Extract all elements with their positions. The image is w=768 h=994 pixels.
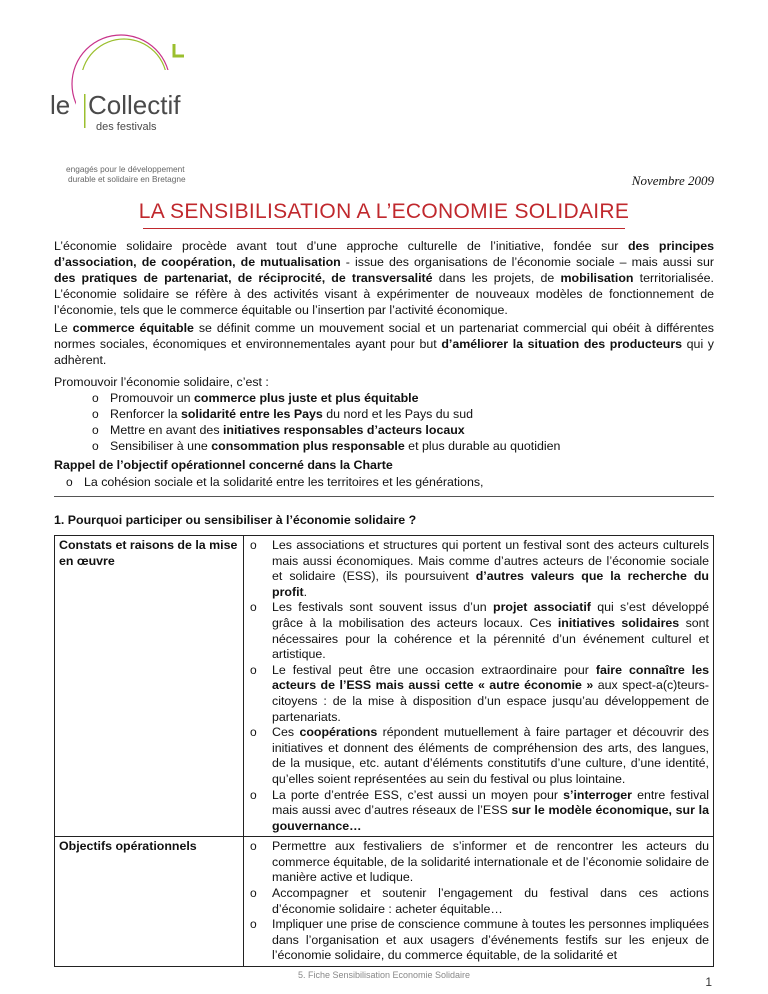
list-item: o Promouvoir un commerce plus juste et plus équitable (92, 390, 560, 406)
page-footer: 5. Fiche Sensibilisation Economie Solidaire (297, 970, 471, 980)
list-item: o Les associations et structures qui portent un festival sont des acteurs culturels mais aussi économiques. Mais comme d’autres acteurs de l’économie sociale et solidaire (ESS), ils poursuivent d’autres valeurs que la recherche du profit. (248, 538, 709, 600)
logo-text-collectif: Collectif (88, 90, 181, 120)
logo-text-sub: des festivals (96, 121, 157, 133)
list-item: o Le festival peut être une occasion extraordinaire pour faire connaître les acteurs de l’ESS mais aussi cette « autre économie » aux spect-a(c)teurs-citoyens : de la mise à disposition d’un espace jusqu’au développement de partenariats. (248, 663, 709, 725)
list-item: o Mettre en avant des initiatives responsables d’acteurs locaux (92, 422, 560, 438)
logo-text-le: le (50, 90, 71, 120)
list-item: o Sensibiliser à une consommation plus responsable et plus durable au quotidien (92, 438, 560, 454)
logo-tagline-2: durable et solidaire en Bretagne (68, 174, 186, 184)
intro-paragraph-2: Le commerce équitable se définit comme un mouvement social et un partenariat commercial qui obéit à différentes normes sociales, économiques et environnementales ayant pour but d’améliorer la situation des producteurs qui y adhèrent. (54, 321, 714, 367)
list-item: o Ces coopérations répondent mutuellement à faire partager et découvrir des initiatives et donnent des éléments de compréhension des arts, des langues, de la musique, etc. autant d’éléments constitutifs d’une culture, d’une identité, qu’elles soient représentées au sein du festival ou plus lointaine. (248, 725, 709, 787)
logo-tagline-1: engagés pour le développement (66, 164, 185, 174)
section-1-heading: 1. Pourquoi participer ou sensibiliser à l’économie solidaire ? (54, 513, 417, 527)
list-item: o Accompagner et soutenir l’engagement du festival dans ces actions d’économie solidaire : acheter équitable… (248, 886, 709, 917)
list-item: o Les festivals sont souvent issus d’un projet associatif qui s’est développé grâce à la mobilisation des acteurs locaux. Ces initiatives solidaires sont nécessaires pour la cohérence et la pérennité d’un événement culturel et artistique. (248, 600, 709, 662)
collectif-logo-graphic (46, 30, 196, 190)
page-number: 1 (705, 975, 712, 989)
row-label-constats: Constats et raisons de la mise en œuvre (55, 536, 244, 837)
row-label-objectifs: Objectifs opérationnels (55, 837, 244, 967)
charter-heading: Rappel de l’objectif opérationnel concerné dans la Charte (54, 458, 393, 472)
table-row (55, 837, 714, 967)
list-item: o Permettre aux festivaliers de s’informer et de rencontrer les acteurs du commerce équitable, de la solidarité internationale et de l’économie solidaire de manière active et ludique. (248, 839, 709, 886)
row-content-objectifs (244, 837, 714, 967)
intro-paragraph-1: L’économie solidaire procède avant tout d’une approche culturelle de l’initiative, fondée sur des principes d’association, de coopération, de mutualisation - issue des organisations de l’économie sociale – mais aussi sur des pratiques de partenariat, de réciprocité, de transversalité dans les projets, de mobilisation territorialisée. L’économie solidaire se réfère à des activités visant à expérimenter de nouveaux modèles de fonctionnement de l’économie, tels que le commerce équitable ou l’insertion par l’activité économique. (54, 239, 715, 317)
page-title: LA SENSIBILISATION A L’ECONOMIE SOLIDAIRE (138, 200, 630, 223)
document-date: Novembre 2009 (631, 173, 714, 188)
list-item: o Renforcer la solidarité entre les Pays du nord et les Pays du sud (92, 406, 560, 422)
content-table (54, 535, 714, 967)
collectif-logo (46, 30, 196, 190)
list-item: o Impliquer une prise de conscience commune à toutes les personnes impliquées dans l’organisation et aux usagers d’événements festifs sur les enjeux de l’économie solidaire, du commerce équitable, de la solidarité et (248, 917, 709, 964)
intro-paragraph-3: Promouvoir l’économie solidaire, c’est : (54, 375, 269, 389)
promote-list (92, 390, 560, 454)
charter-list (66, 474, 483, 490)
table-row (55, 536, 714, 837)
title-underline (143, 228, 625, 229)
section-divider (54, 496, 714, 497)
list-item: o La cohésion sociale et la solidarité entre les territoires et les générations, (66, 474, 483, 490)
row-content-constats (244, 536, 714, 837)
list-item: o La porte d’entrée ESS, c’est aussi un moyen pour s’interroger entre festival mais aussi avec d’autres réseaux de l’ESS sur le modèle économique, sur la gouvernance… (248, 788, 709, 835)
